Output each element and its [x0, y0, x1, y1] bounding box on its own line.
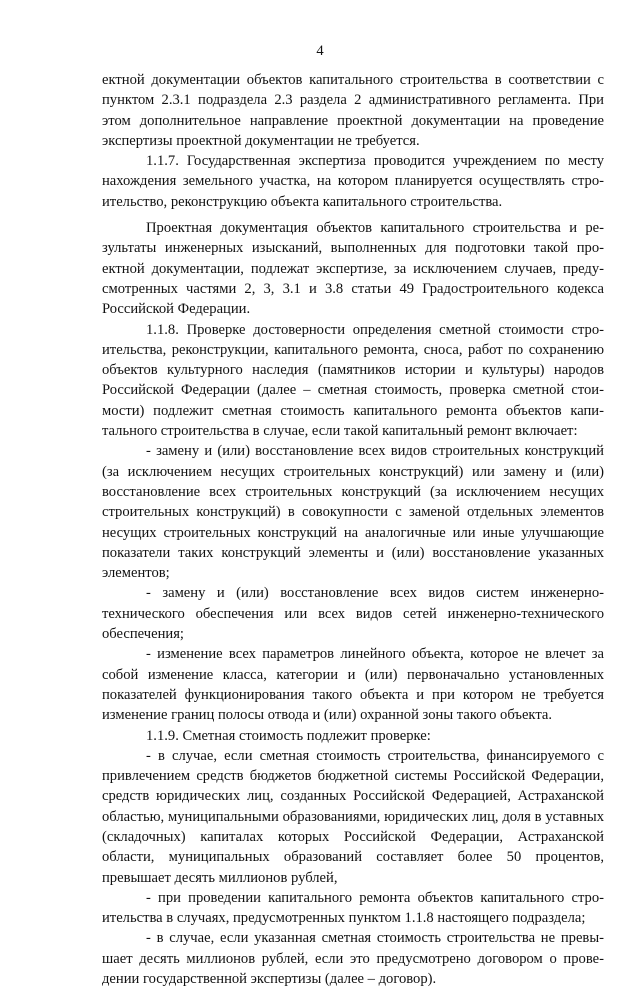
- paragraph-project-documentation: Проектная документация объектов капитального строительства и результаты инженерных изысканий, выполненных для подготовки такой проектной документации, подлежат экспертизе, за исключением случаев, предусмотренных частями 2, 3, 3.1 и 3.8 статьи 49 Градостроительного кодекса Российской Федерации.: [102, 220, 604, 318]
- list-item-structures: - замену и (или) восстановление всех видов строительных конструкций (за исключением несущих строительных конструкций) или замену и (или) восстановление всех строительных конструкций (за исключением несущих строительных конструкций) в совокупности с заменой отдельных элементов несущих строительных конструкций на аналогичные или иные улучшающие показатели таких конструкций элементы и (или) восстановление указанных элементов;: [102, 443, 604, 582]
- paragraph-1-1-9: 1.1.9. Сметная стоимость подлежит проверке:: [146, 727, 431, 744]
- list-item-contract: - в случае, если указанная сметная стоимость строительства не превышает десять миллионов рублей, если это предусмотрено договором о проведении государственной экспертизы (далее – договор).: [102, 930, 604, 988]
- paragraph-1-1-7: 1.1.7. Государственная экспертиза проводится учреждением по месту нахождения земельного участка, на котором планируется осуществлять строительство, реконструкцию объекта капитального строительства.: [102, 153, 604, 210]
- paragraph-continuation: ектной документации объектов капитального строительства в соответствии с пунктом 2.3.1 подраздела 2.3 раздела 2 административного регламента. При этом дополнительное направление проектной документации на проведение экспертизы проектной документации не требуется.: [102, 72, 604, 149]
- list-item-linear-object: - изменение всех параметров линейного объекта, которое не влечет за собой изменение класса, категории и (или) первоначально установленных показателей функционирования такого объекта и при котором не требуется изменение границ полосы отвода и (или) охранной зоны такого объекта.: [102, 646, 604, 724]
- list-item-capital-repair: - при проведении капитального ремонта объектов капитального строительства в случаях, предусмотренных пунктом 1.1.8 настоящего подраздела;: [102, 889, 604, 927]
- document-body: [102, 70, 604, 989]
- paragraph-1-1-8: 1.1.8. Проверке достоверности определения сметной стоимости строительства, реконструкции, капитального ремонта, сноса, работ по сохранению объектов культурного наследия (памятников истории и культуры) народов Российской Федерации (далее – сметная стоимость, проверка сметной стоимости) подлежит сметная стоимость капитального ремонта объектов капитального строительства в случае, если такой капитальный ремонт включает:: [102, 321, 604, 440]
- list-item-budget-funded: - в случае, если сметная стоимость строительства, финансируемого с привлечением средств бюджетов бюджетной системы Российской Федерации, средств юридических лиц, созданных Российской Федерацией, Астраханской областью, муниципальными образованиями, юридических лиц, доля в уставных (складочных) капиталах которых Российской Федерации, Астраханской области, муниципальных образований составляет более 50 процентов, превышает десять миллионов рублей,: [102, 747, 604, 886]
- page-number: 4: [316, 43, 324, 59]
- list-item-engineering-systems: - замену и (или) восстановление всех видов систем инженерно-технического обеспечения или всех видов сетей инженерно-технического обеспечения;: [102, 585, 604, 643]
